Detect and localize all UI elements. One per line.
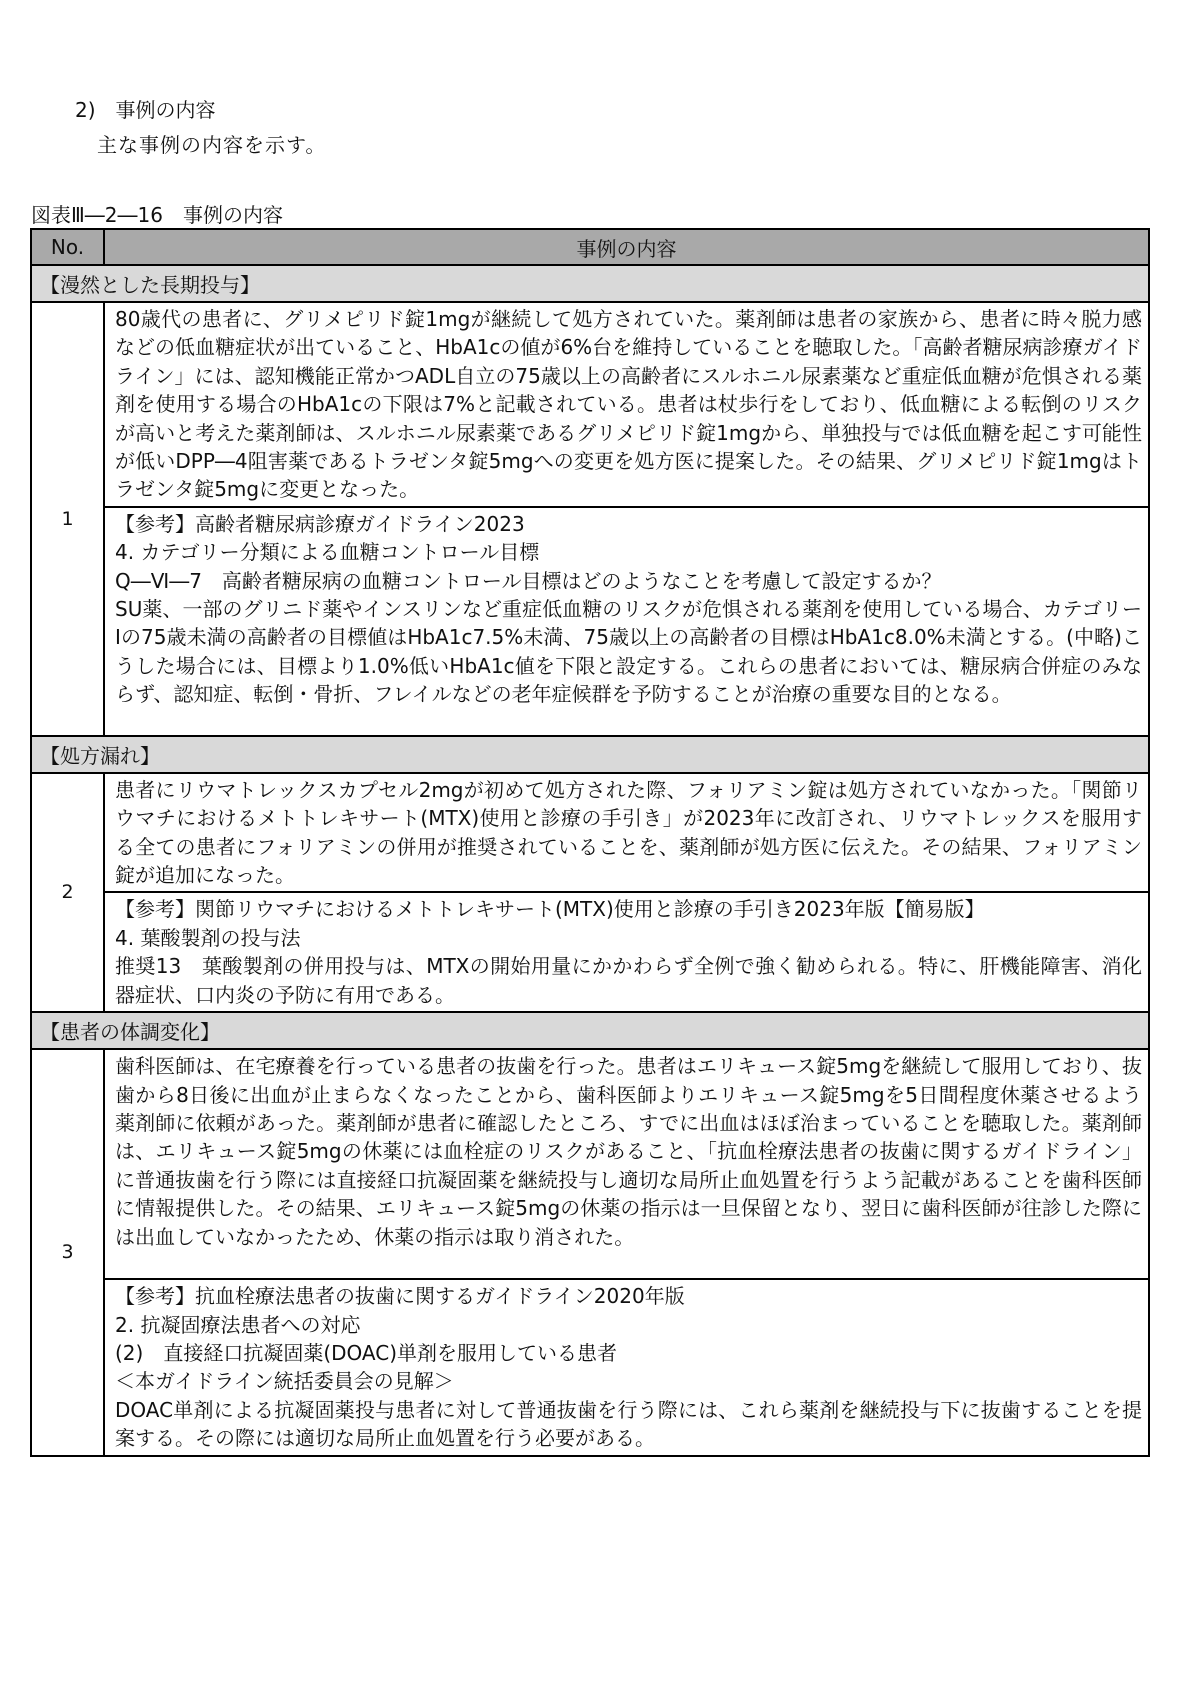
case-reference [104,1279,1149,1455]
table-row [31,1049,1149,1279]
table-row [31,773,1149,893]
case-number: 1 [31,302,104,736]
case-content-text: 歯科医師は、在宅療養を行っている患者の抜歯を行った。患者はエリキュース錠5mgを継続して服用しており、抜歯から8日後に出血が止まらなくなったことから、歯科医師よりエリキュース錠5mgを5日間程度休薬させるよう薬剤師に依頼があった。薬剤師が患者に確認したところ、すでに出血はほぼ治まっていることを聴取した。薬剤師は、エリキュース錠5mgの休薬には血栓症のリスクがあること、「抗血栓療法患者の抜歯に関するガイドライン」に普通抜歯を行う際には直接経口抗凝固薬を継続投与し適切な局所止血処置を行うよう記載があることを歯科医師に情報提供した。その結果、エリキュース錠5mgの休薬の指示は一旦保留となり、翌日に歯科医師が往診した際には出血していなかったため、休薬の指示は取り消された。 [115,1054,1142,1249]
table-caption: 図表Ⅲ―2―16 事例の内容 [31,203,283,227]
reference-line: ＜本ガイドライン統括委員会の見解＞ [115,1369,454,1394]
header-no: No. [31,229,104,265]
category-row [31,736,1149,773]
table-row [31,507,1149,736]
case-number: 3 [31,1049,104,1455]
reference-line: SU薬、一部のグリニド薬やインスリンなど重症低血糖のリスクが危惧される薬剤を使用している場合、カテゴリーⅠの75歳未満の高齢者の目標値はHbA1c7.5%未満、75歳以上の高齢者の目標はHbA1c8.0%未満とする。(中略)こうした場合には、目標より1.0%低いHbA1c値を下限と設定する。これらの患者においては、糖尿病合併症のみならず、認知症、転倒・骨折、フレイルなどの老年症候群を予防することが治療の重要な目的となる。 [115,597,1142,707]
reference-line: 2. 抗凝固療法患者への対応 [115,1312,361,1337]
header-content: 事例の内容 [104,229,1149,265]
reference-line: 4. カテゴリー分類による血糖コントロール目標 [115,540,540,565]
reference-line: 4. 葉酸製剤の投与法 [115,925,301,950]
category-label: 【漫然とした長期投与】 [31,265,1149,302]
lead-text: 主な事例の内容を示す。 [97,133,327,157]
category-label: 【処方漏れ】 [31,736,1149,773]
case-number: 2 [31,773,104,1012]
category-row [31,265,1149,302]
reference-line: DOAC単剤による抗凝固薬投与患者に対して普通抜歯を行う際には、これら薬剤を継続投与下に抜歯することを提案する。その際には適切な局所止血処置を行う必要がある。 [115,1397,1142,1451]
case-content [104,302,1149,507]
reference-line: 推奨13 葉酸製剤の併用投与は、MTXの開始用量にかかわらず全例で強く勧められる。特に、肝機能障害、消化器症状、口内炎の予防に有用である。 [115,954,1142,1007]
reference-line: Q―Ⅵ―7 高齢者糖尿病の血糖コントロール目標はどのようなことを考慮して設定するか？ [115,568,942,593]
reference-line: 【参考】高齢者糖尿病診療ガイドライン2023 [115,511,525,536]
table-header-row [31,229,1149,265]
reference-line: (2) 直接経口抗凝固薬(DOAC)単剤を服用している患者 [115,1340,618,1365]
reference-line: 【参考】関節リウマチにおけるメトトレキサート(MTX)使用と診療の手引き2023年版【簡易版】 [115,897,985,922]
table-row [31,892,1149,1012]
reference-line: 【参考】抗血栓療法患者の抜歯に関するガイドライン2020年版 [115,1284,685,1309]
case-reference [104,892,1149,1012]
case-table [30,228,1150,1457]
table-row [31,302,1149,507]
category-label: 【患者の体調変化】 [31,1012,1149,1049]
case-content-text: 患者にリウマトレックスカプセル2mgが初めて処方された際、フォリアミン錠は処方されていなかった。「関節リウマチにおけるメトトレキサート(MTX)使用と診療の手引き」が2023年に改訂され、リウマトレックスを服用する全ての患者にフォリアミンの併用が推奨されていることを、薬剤師が処方医に伝えた。その結果、フォリアミン錠が追加になった。 [115,777,1142,888]
section-heading: 2) 事例の内容 [75,98,216,122]
table-row [31,1279,1149,1455]
case-content-text: 80歳代の患者に、グリメピリド錠1mgが継続して処方されていた。薬剤師は患者の家族から、患者に時々脱力感などの低血糖症状が出ていること、HbA1cの値が6%台を維持していることを聴取した。「高齢者糖尿病診療ガイドライン」には、認知機能正常かつADL自立の75歳以上の高齢者にスルホニル尿素薬など重症低血糖が危惧される薬剤を使用する場合のHbA1cの下限は7%と記載されている。患者は杖歩行をしており、低血糖による転倒のリスクが高いと考えた薬剤師は、スルホニル尿素薬であるグリメピリド錠1mgから、単独投与では低血糖を起こす可能性が低いDPP―4阻害薬であるトラゼンタ錠5mgへの変更を処方医に提案した。その結果、グリメピリド錠1mgはトラゼンタ錠5mgに変更となった。 [115,307,1142,502]
case-content [104,1049,1149,1279]
case-reference [104,507,1149,736]
case-content [104,773,1149,893]
category-row [31,1012,1149,1049]
